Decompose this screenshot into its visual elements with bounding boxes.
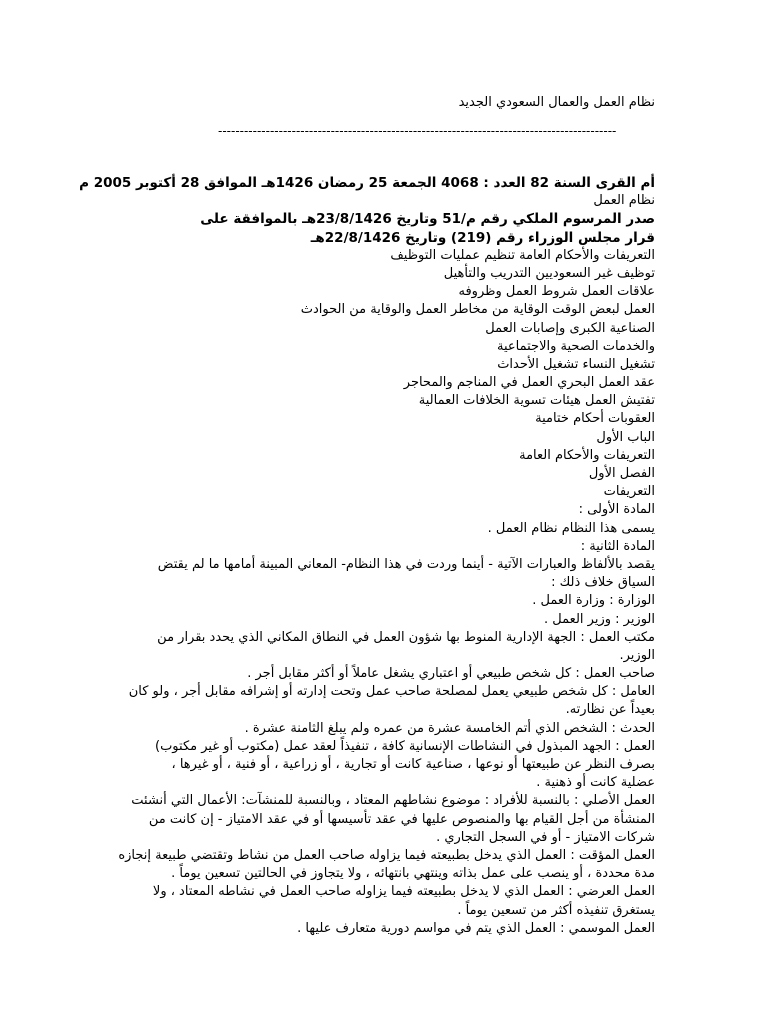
- body-line: بصرف النظر عن طبيعتها أو نوعها ، صناعية كانت أو تجارية ، أو زراعية ، أو فنية ، أو غيرها ،: [171, 757, 655, 772]
- body-line: صاحب العمل : كل شخص طبيعي أو اعتباري يشغل عاملاً أو أكثر مقابل أجر .: [247, 666, 655, 682]
- body-line: مكتب العمل : الجهة الإدارية المنوط بها شؤون العمل في النطاق المكاني الذي يحدد بقرار من: [157, 629, 655, 645]
- body-line: العقوبات أحكام ختامية: [535, 411, 655, 427]
- body-line: العمل الأصلي : بالنسبة للأفراد : موضوع نشاطهم المعتاد ، وبالنسبة للمنشآت: الأعمال التي أنشئت: [131, 793, 655, 809]
- body-line: أم القرى السنة 82 العدد : 4068 الجمعة 25 رمضان 1426هـ الموافق 28 أكتوبر 2005 م: [79, 175, 655, 191]
- body-line: قرار مجلس الوزراء رقم (219) وتاريخ 22/8/1426هـ: [310, 229, 655, 246]
- body-line: التعريفات: [603, 484, 655, 500]
- body-line: نظام العمل: [593, 193, 655, 209]
- body-line: يقصد بالألفاظ والعبارات الآتية - أينما وردت في هذا النظام- المعاني المبينة أمامها ما لم يقتض: [157, 556, 655, 572]
- body-line: تفتيش العمل هيئات تسوية الخلافات العمالية: [418, 393, 655, 409]
- body-line: الوزارة : وزارة العمل .: [532, 593, 655, 609]
- document-title: نظام العمل والعمال السعودي الجديد: [458, 95, 655, 110]
- body-line: والخدمات الصحية والاجتماعية: [496, 338, 655, 354]
- body-line: المادة الأولى :: [578, 502, 655, 518]
- body-line: شركات الامتياز - أو في السجل التجاري .: [436, 829, 655, 845]
- body-line: الوزير.: [619, 647, 655, 663]
- body-line: المنشأة من أجل القيام بها والمنصوص عليها في عقد تأسيسها أو في عقد الامتياز - إن كانت من: [148, 811, 655, 827]
- body-line: علاقات العمل شروط العمل وظروفه: [458, 284, 655, 300]
- body-line: صدر المرسوم الملكي رقم م/51 وتاريخ 23/8/1426هـ بالموافقة على: [200, 211, 655, 228]
- body-line: العمل لبعض الوقت الوقاية من مخاطر العمل والوقاية من الحوادث: [300, 302, 655, 318]
- body-line: العمل العرضي : العمل الذي لا يدخل بطبيعته فيما يزاوله صاحب العمل في نشاطه المعتاد ، ولا: [152, 884, 655, 900]
- body-line: العمل المؤقت : العمل الذي يدخل بطبيعته فيما يزاوله صاحب العمل من نشاط وتقتضي طبيعة إنجازه: [118, 847, 655, 863]
- body-line: الوزير : وزير العمل .: [544, 611, 655, 627]
- body-line: التعريفات والأحكام العامة تنظيم عمليات التوظيف: [390, 247, 655, 263]
- body-line: مدة محددة ، أو ينصب على عمل بذاته وينتهي بانتهائه ، ولا يتجاوز في الحالتين تسعين يوماً .: [171, 866, 655, 882]
- body-line: بعيداً عن نظارته.: [565, 702, 655, 718]
- body-line: يستغرق تنفيذه أكثر من تسعين يوماً .: [457, 902, 655, 918]
- body-line: يسمى هذا النظام نظام العمل .: [487, 520, 655, 536]
- body-line: توظيف غير السعوديين التدريب والتأهيل: [443, 265, 655, 281]
- body-line: تشغيل النساء تشغيل الأحداث: [497, 356, 655, 372]
- body-line: الفصل الأول: [588, 466, 655, 481]
- body-line: عضلية كانت أو ذهنية .: [536, 775, 655, 791]
- body-line: العامل : كل شخص طبيعي يعمل لمصلحة صاحب عمل وتحت إدارته أو إشرافه مقابل أجر ، ولو كان: [128, 684, 655, 700]
- body-line: المادة الثانية :: [580, 538, 655, 554]
- separator-line: --------------------------------------------------------------------------------------------: [218, 124, 617, 138]
- body-line: الحدث : الشخص الذي أتم الخامسة عشرة من عمره ولم يبلغ الثامنة عشرة .: [244, 720, 655, 736]
- body-line: الباب الأول: [596, 429, 655, 445]
- body-line: العمل الموسمي : العمل الذي يتم في مواسم دورية متعارف عليها .: [297, 920, 655, 936]
- body-line: الصناعية الكبرى وإصابات العمل: [485, 320, 655, 336]
- document-body: [79, 174, 655, 938]
- body-line: عقد العمل البحري العمل في المناجم والمحاجر: [403, 375, 655, 391]
- body-line: العمل : الجهد المبذول في النشاطات الإنسانية كافة ، تنفيذاً لعقد عمل (مكتوب أو غير مكتوب): [155, 738, 655, 754]
- body-line: التعريفات والأحكام العامة: [519, 447, 655, 463]
- body-line: السياق خلاف ذلك :: [551, 575, 655, 591]
